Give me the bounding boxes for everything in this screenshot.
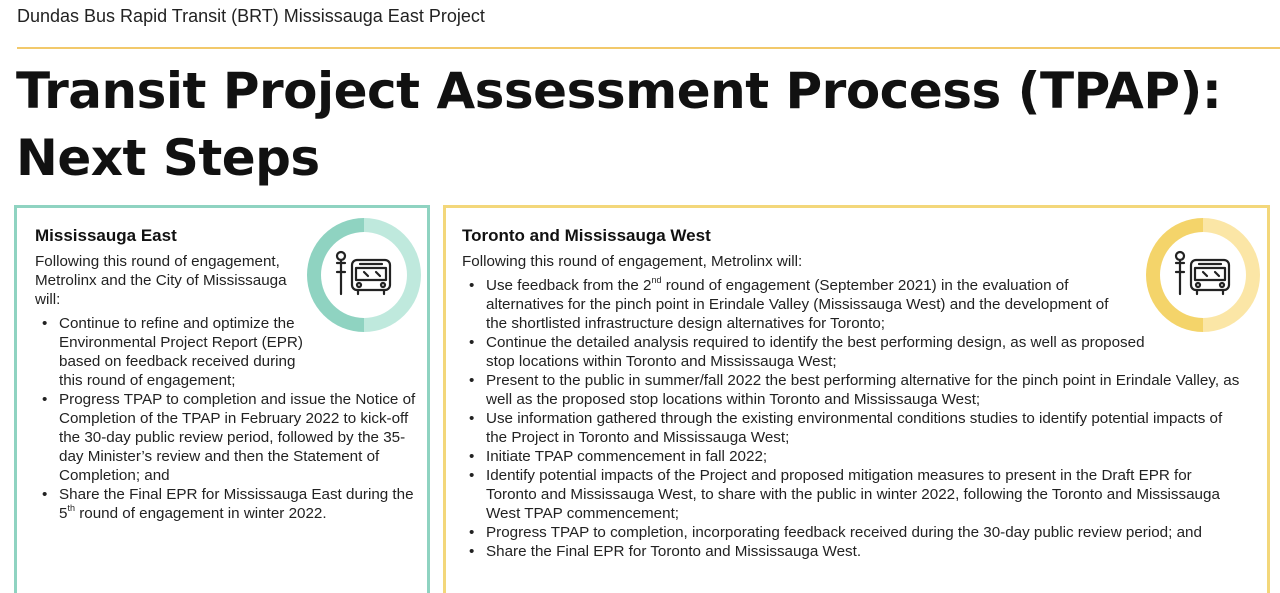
list-item: • Progress TPAP to completion and issue the Notice of Completion of the TPAP in February 2022 to kick-off the 30-day public review period, followed by the 35-day Minister’s review and then the Statement of Completion; and [59,390,419,485]
list-item: • Initiate TPAP commencement in fall 2022; [486,447,1246,466]
page-title-line-1: Transit Project Assessment Process (TPAP): [16,62,1222,120]
list-item: • Share the Final EPR for Mississauga East during the 5th round of engagement in winter 2022. [59,485,419,523]
list-item: • Present to the public in summer/fall 2022 the best performing alternative for the pinch point in Erindale Valley, as well as the proposed stop locations within Toronto and Mississauga West; [486,371,1246,409]
east-intro: Following this round of engagement, Metrolinx and the City of Mississauga will: [35,253,287,308]
page-title-line-2: Next Steps [16,129,320,187]
list-item: • Continue to refine and optimize the Environmental Project Report (EPR) based on feedback received during this round of engagement; [59,314,419,390]
east-heading: Mississauga East [35,226,177,245]
list-item: • Use feedback from the 2nd round of engagement (September 2021) in the evaluation of alternatives for the pinch point in Erindale Valley (Mississauga West) and the development of the shortlisted infrastructure design alternatives for Toronto; [486,276,1246,333]
header-divider [17,47,1280,49]
toronto-mississauga-west-card [443,205,1270,593]
list-item: • Use information gathered through the existing environmental conditions studies to identify potential impacts of the Project in Toronto and Mississauga West; [486,409,1246,447]
page-title [16,58,1221,192]
mississauga-east-card [14,205,430,593]
list-item: • Share the Final EPR for Toronto and Mississauga West. [486,542,1246,561]
west-steps-list [462,276,1246,561]
list-item: • Continue the detailed analysis required to identify the best performing design, as well as proposed stop locations within Toronto and Mississauga West; [486,333,1246,371]
list-item: • Progress TPAP to completion, incorporating feedback received during the 30-day public review period; and [486,523,1246,542]
west-heading: Toronto and Mississauga West [462,226,711,245]
project-name: Dundas Bus Rapid Transit (BRT) Mississauga East Project [17,6,485,26]
west-intro: Following this round of engagement, Metrolinx will: [462,253,803,270]
east-steps-list [35,314,419,523]
list-item: • Identify potential impacts of the Project and proposed mitigation measures to present in the Draft EPR for Toronto and Mississauga West, to share with the public in winter 2022, following the Toronto and Mississauga West TPAP commencement; [486,466,1246,523]
